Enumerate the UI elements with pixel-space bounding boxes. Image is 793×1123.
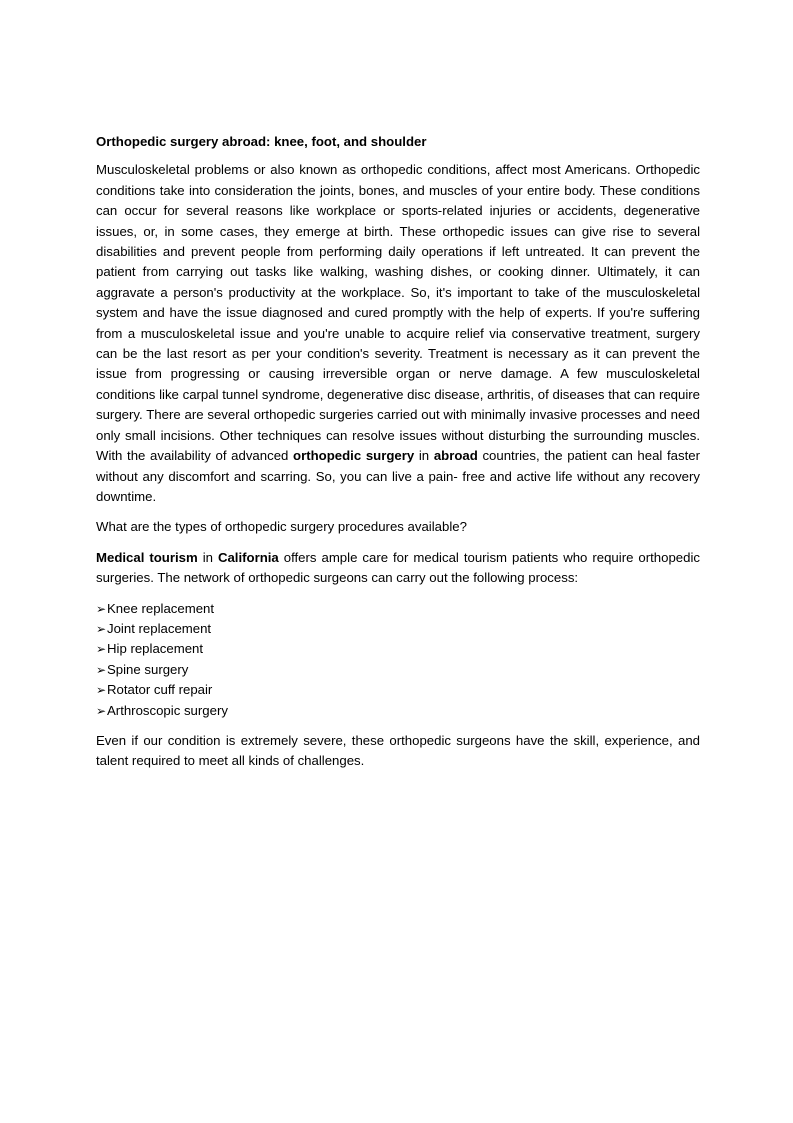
list-item-label: Spine surgery [107,661,189,677]
list-item-label: Arthroscopic surgery [107,702,228,718]
tourism-bold-california: California [217,549,279,565]
document-title: Orthopedic surgery abroad: knee, foot, and shoulder [96,134,427,149]
tourism-paragraph [96,548,700,589]
list-item [96,680,700,700]
intro-paragraph [96,160,700,507]
intro-end: countries, the patient can heal faster without any discomfort and scarring. So, you can live a pain- free and active life without any recovery downtime. [96,448,701,504]
procedures-list [96,599,700,721]
intro-bold-abroad: abroad [433,448,478,464]
intro-bold-orthopedic-surgery: orthopedic surgery [293,448,415,464]
list-item-label: Hip replacement [107,641,204,657]
arrow-bullet-icon: ➢ [96,662,107,677]
list-item [96,660,700,680]
tourism-mid: in [197,549,218,565]
list-item [96,599,700,619]
document-page [96,132,700,782]
list-item-label: Knee replacement [107,600,215,616]
arrow-bullet-icon: ➢ [96,642,107,657]
question-paragraph: What are the types of orthopedic surgery procedures available? [96,519,467,535]
arrow-bullet-icon: ➢ [96,683,107,698]
list-item-label: Joint replacement [107,620,212,636]
arrow-bullet-icon: ➢ [96,703,107,718]
arrow-bullet-icon: ➢ [96,601,107,616]
list-item [96,619,700,639]
tourism-bold-medical-tourism: Medical tourism [96,549,198,565]
list-item [96,701,700,721]
intro-text: Musculoskeletal problems or also known as orthopedic conditions, affect most Americans. Orthopedic conditions take into consideration the joints, bones, and muscles of your entire body. These conditions can occur for several reasons like workplace or sports-related injuries or accidents, degenerative issues, or, in some cases, they emerge at birth. These orthopedic issues can give rise to several disabilities and prevent people from performing daily operations if left untreated. It can prevent the patient from carrying out tasks like walking, washing dishes, or cooking dinner. Ultimately, it can aggravate a person's productivity at the workplace. So, it's important to take of the musculoskeletal system and have the issue diagnosed and cured promptly with the help of experts. If you're suffering from a musculoskeletal issue and you're unable to acquire relief via conservative treatment, surgery can be the last resort as per your condition's severity. Treatment is necessary as it can prevent the issue from progressing or causing irreversible organ or nerve damage. A few musculoskeletal conditions like carpal tunnel syndrome, degenerative disc disease, arthritis, of diseases that can require surgery. There are several orthopedic surgeries carried out with minimally invasive processes and need only small incisions. Other techniques can resolve issues without disturbing the surrounding muscles. With the availability of advanced [96,162,700,464]
arrow-bullet-icon: ➢ [96,621,107,636]
tourism-rest: offers ample care for medical tourism patients who require orthopedic surgeries. The network of orthopedic surgeons can carry out the following process: [96,549,700,586]
list-item-label: Rotator cuff repair [107,682,213,698]
intro-mid: in [414,448,434,464]
closing-paragraph: Even if our condition is extremely severe, these orthopedic surgeons have the skill, experience, and talent required to meet all kinds of challenges. [96,732,700,769]
list-item [96,639,700,659]
